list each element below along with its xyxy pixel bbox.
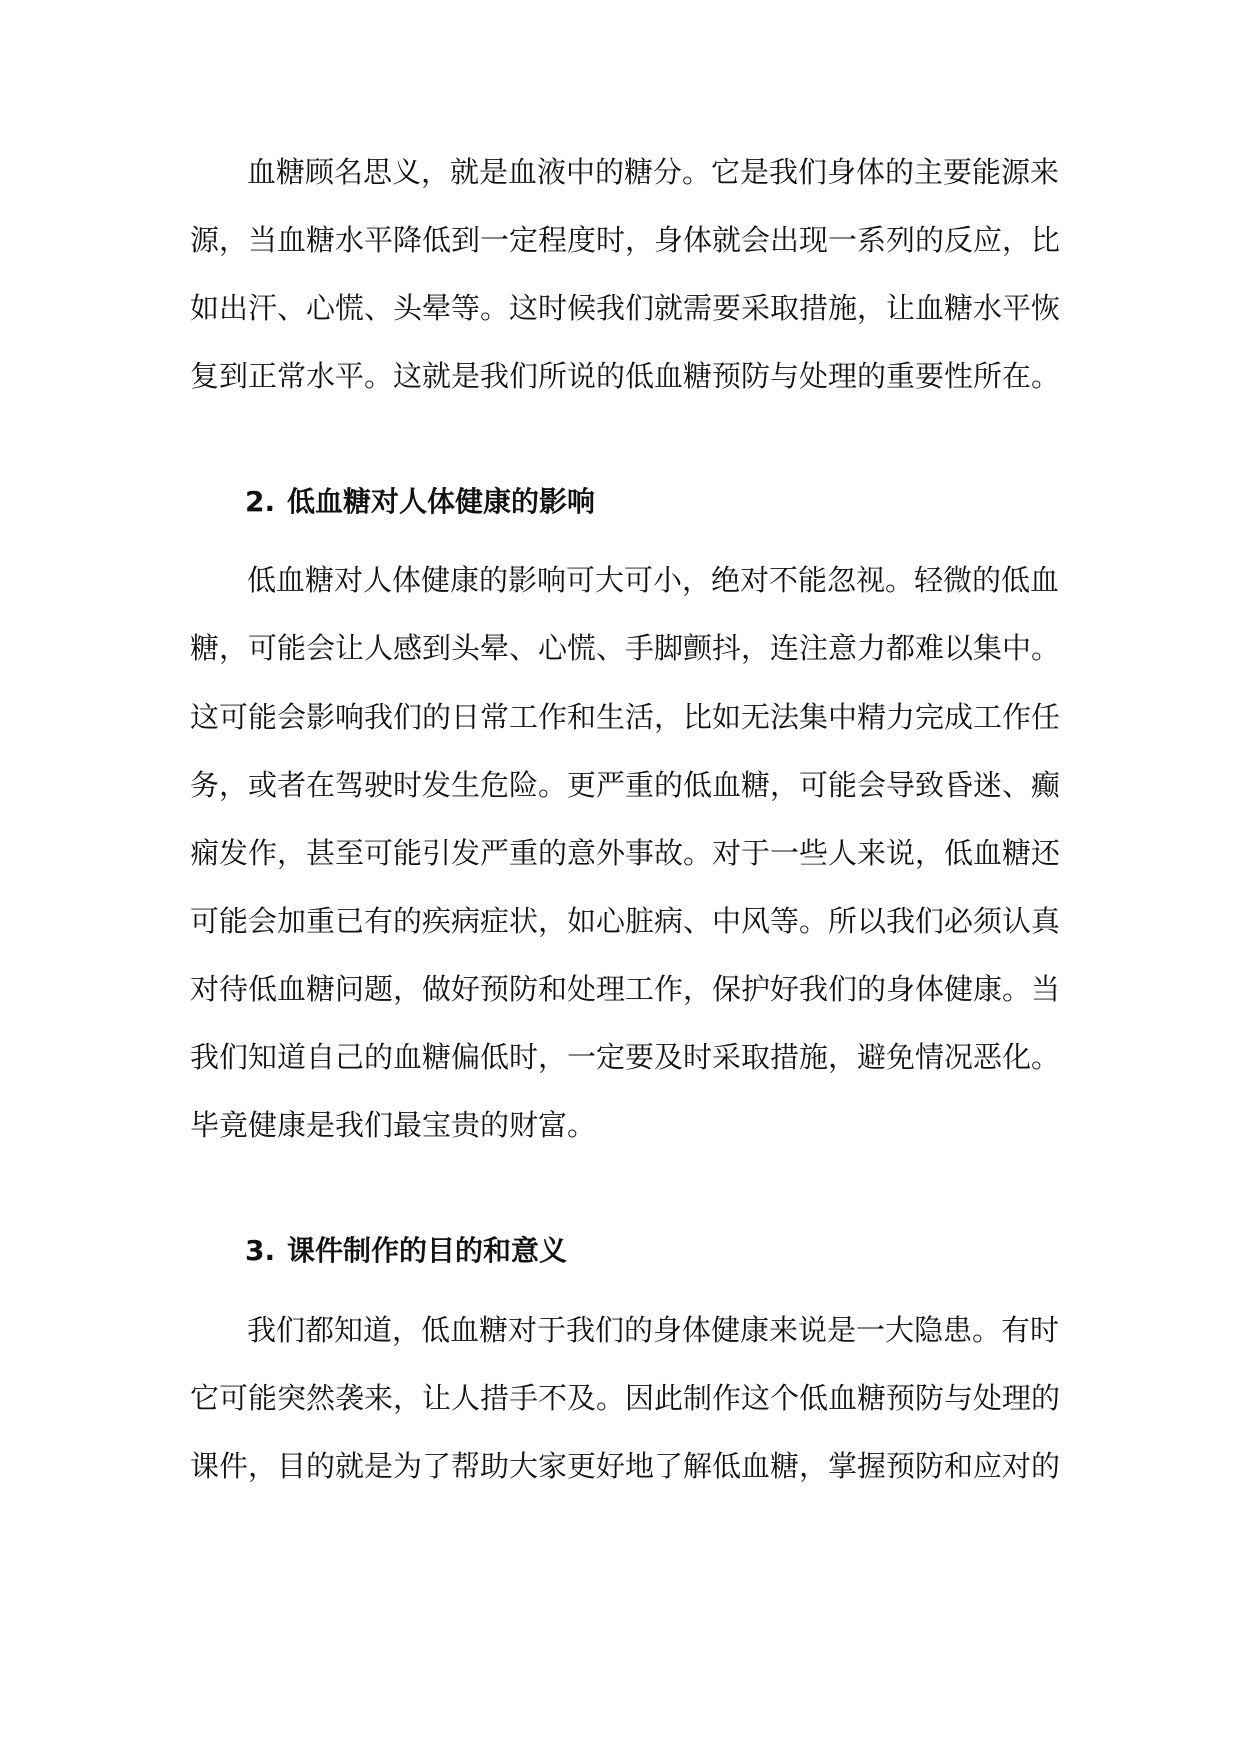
paragraph-1-line-4: 复到正常水平。这就是我们所说的低血糖预防与处理的重要性所在。	[190, 359, 1061, 393]
section-2-number: 2.	[245, 485, 276, 518]
paragraph-1-line-1: 血糖顾名思义，就是血液中的糖分。它是我们身体的主要能源来	[247, 155, 1060, 189]
section-3-number: 3.	[245, 1234, 276, 1267]
section-2-title: 低血糖对人体健康的影响	[287, 485, 596, 518]
paragraph-2-line-4: 务，或者在驾驶时发生危险。更严重的低血糖，可能会导致昏迷、癫	[190, 768, 1061, 802]
paragraph-2-line-6: 可能会加重已有的疾病症状，如心脏病、中风等。所以我们必须认真	[190, 904, 1061, 938]
paragraph-3-line-1: 我们都知道，低血糖对于我们的身体健康来说是一大隐患。有时	[247, 1313, 1060, 1347]
paragraph-3-line-2: 它可能突然袭来，让人措手不及。因此制作这个低血糖预防与处理的	[190, 1381, 1061, 1415]
paragraph-2-line-7: 对待低血糖问题，做好预防和处理工作，保护好我们的身体健康。当	[190, 972, 1061, 1006]
paragraph-2-line-9: 毕竟健康是我们最宝贵的财富。	[190, 1108, 597, 1142]
paragraph-2-line-1: 低血糖对人体健康的影响可大可小，绝对不能忽视。轻微的低血	[247, 563, 1060, 597]
paragraph-1-line-3: 如出汗、心慌、头晕等。这时候我们就需要采取措施，让血糖水平恢	[190, 291, 1061, 325]
section-3-title: 课件制作的目的和意义	[287, 1234, 568, 1267]
section-3-heading	[245, 1231, 1115, 1271]
section-2-heading	[245, 482, 1115, 522]
paragraph-2-line-2: 糖，可能会让人感到头晕、心慌、手脚颤抖，连注意力都难以集中。	[190, 631, 1061, 665]
paragraph-2-line-8: 我们知道自己的血糖偏低时，一定要及时采取措施，避免情况恶化。	[190, 1040, 1061, 1074]
paragraph-1-line-2: 源，当血糖水平降低到一定程度时，身体就会出现一系列的反应，比	[190, 223, 1061, 257]
paragraph-2-line-5: 痫发作，甚至可能引发严重的意外事故。对于一些人来说，低血糖还	[190, 836, 1061, 870]
paragraph-2-line-3: 这可能会影响我们的日常工作和生活，比如无法集中精力完成工作任	[190, 700, 1061, 734]
paragraph-3-line-3: 课件，目的就是为了帮助大家更好地了解低血糖，掌握预防和应对的	[190, 1449, 1061, 1483]
